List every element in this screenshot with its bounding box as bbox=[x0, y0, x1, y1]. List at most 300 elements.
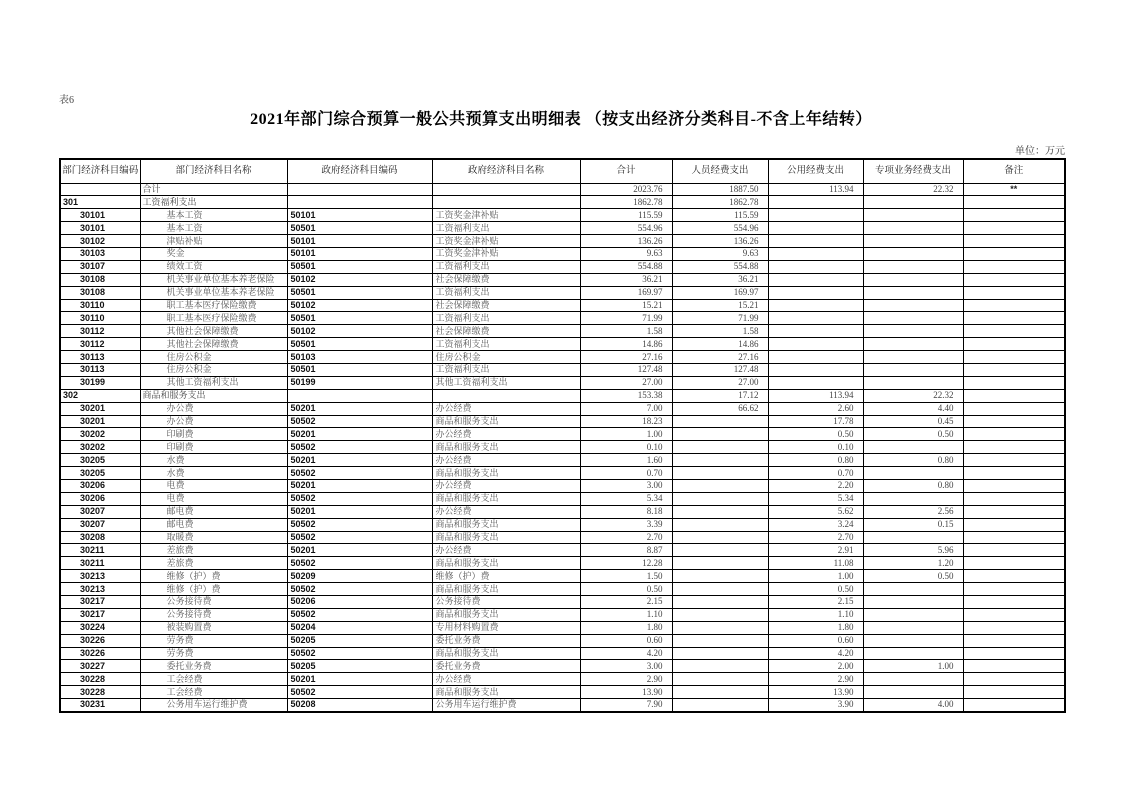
dept-name-cell: 机关事业单位基本养老保险 bbox=[140, 273, 287, 286]
table-row bbox=[60, 389, 1065, 402]
personnel-exp-cell bbox=[672, 686, 768, 699]
public-exp-cell: 2.00 bbox=[768, 660, 863, 673]
total-cell: 18.23 bbox=[580, 415, 672, 428]
special-exp-cell: 1.00 bbox=[863, 660, 963, 673]
table-row bbox=[60, 183, 1065, 196]
public-exp-cell: 2.15 bbox=[768, 596, 863, 609]
public-exp-cell: 113.94 bbox=[768, 183, 863, 196]
remark-cell bbox=[963, 222, 1065, 235]
total-cell: 0.50 bbox=[580, 583, 672, 596]
total-cell: 1.10 bbox=[580, 608, 672, 621]
gov-name-cell: 委托业务费 bbox=[432, 634, 580, 647]
gov-name-cell: 办公经费 bbox=[432, 544, 580, 557]
public-exp-cell: 113.94 bbox=[768, 389, 863, 402]
gov-name-cell: 商品和服务支出 bbox=[432, 518, 580, 531]
special-exp-cell bbox=[863, 325, 963, 338]
public-exp-cell bbox=[768, 222, 863, 235]
dept-code-cell: 30108 bbox=[60, 286, 140, 299]
dept-name-cell: 办公费 bbox=[140, 415, 287, 428]
total-cell: 554.96 bbox=[580, 222, 672, 235]
total-cell: 8.87 bbox=[580, 544, 672, 557]
personnel-exp-cell: 9.63 bbox=[672, 247, 768, 260]
table-row bbox=[60, 492, 1065, 505]
special-exp-cell bbox=[863, 247, 963, 260]
dept-code-cell: 30213 bbox=[60, 583, 140, 596]
personnel-exp-cell: 71.99 bbox=[672, 312, 768, 325]
table-row bbox=[60, 621, 1065, 634]
public-exp-cell: 0.10 bbox=[768, 441, 863, 454]
gov-code-cell: 50502 bbox=[287, 647, 432, 660]
public-exp-cell: 5.34 bbox=[768, 492, 863, 505]
table-row bbox=[60, 467, 1065, 480]
special-exp-cell: 0.80 bbox=[863, 454, 963, 467]
table-row bbox=[60, 505, 1065, 518]
table-row bbox=[60, 544, 1065, 557]
remark-cell: ** bbox=[963, 183, 1065, 196]
total-cell: 3.00 bbox=[580, 479, 672, 492]
gov-name-cell: 商品和服务支出 bbox=[432, 467, 580, 480]
special-exp-cell bbox=[863, 441, 963, 454]
special-exp-cell bbox=[863, 260, 963, 273]
dept-code-cell: 30102 bbox=[60, 235, 140, 248]
total-cell: 0.70 bbox=[580, 467, 672, 480]
gov-code-cell: 50208 bbox=[287, 699, 432, 712]
special-exp-cell: 4.00 bbox=[863, 699, 963, 712]
dept-code-cell: 30226 bbox=[60, 634, 140, 647]
gov-code-cell: 50502 bbox=[287, 467, 432, 480]
remark-cell bbox=[963, 531, 1065, 544]
total-cell: 1.00 bbox=[580, 428, 672, 441]
special-exp-cell bbox=[863, 492, 963, 505]
table-row bbox=[60, 196, 1065, 209]
table-row bbox=[60, 209, 1065, 222]
header-cell-2: 部门经济科目名称 bbox=[140, 159, 287, 183]
public-exp-cell: 2.60 bbox=[768, 402, 863, 415]
remark-cell bbox=[963, 209, 1065, 222]
remark-cell bbox=[963, 235, 1065, 248]
gov-code-cell: 50501 bbox=[287, 338, 432, 351]
gov-name-cell: 工资福利支出 bbox=[432, 222, 580, 235]
header-cell-6: 人员经费支出 bbox=[672, 159, 768, 183]
remark-cell bbox=[963, 467, 1065, 480]
table-row bbox=[60, 325, 1065, 338]
total-cell: 15.21 bbox=[580, 299, 672, 312]
public-exp-cell: 13.90 bbox=[768, 686, 863, 699]
dept-name-cell: 水费 bbox=[140, 467, 287, 480]
personnel-exp-cell: 27.00 bbox=[672, 376, 768, 389]
remark-cell bbox=[963, 260, 1065, 273]
personnel-exp-cell bbox=[672, 570, 768, 583]
gov-name-cell: 工资福利支出 bbox=[432, 286, 580, 299]
special-exp-cell bbox=[863, 363, 963, 376]
gov-name-cell: 办公经费 bbox=[432, 479, 580, 492]
header-cell-9: 备注 bbox=[963, 159, 1065, 183]
gov-name-cell: 工资福利支出 bbox=[432, 338, 580, 351]
dept-code-cell: 30101 bbox=[60, 209, 140, 222]
table-row bbox=[60, 312, 1065, 325]
gov-name-cell bbox=[432, 183, 580, 196]
gov-name-cell: 办公经费 bbox=[432, 673, 580, 686]
personnel-exp-cell bbox=[672, 634, 768, 647]
personnel-exp-cell bbox=[672, 492, 768, 505]
header-cell-3: 政府经济科目编码 bbox=[287, 159, 432, 183]
special-exp-cell bbox=[863, 467, 963, 480]
special-exp-cell: 0.15 bbox=[863, 518, 963, 531]
table-row bbox=[60, 286, 1065, 299]
personnel-exp-cell: 136.26 bbox=[672, 235, 768, 248]
dept-name-cell: 邮电费 bbox=[140, 518, 287, 531]
total-cell: 0.60 bbox=[580, 634, 672, 647]
dept-name-cell: 公务接待费 bbox=[140, 596, 287, 609]
table-row bbox=[60, 247, 1065, 260]
remark-cell bbox=[963, 363, 1065, 376]
remark-cell bbox=[963, 634, 1065, 647]
gov-code-cell: 50102 bbox=[287, 273, 432, 286]
personnel-exp-cell: 554.88 bbox=[672, 260, 768, 273]
public-exp-cell: 2.90 bbox=[768, 673, 863, 686]
dept-name-cell: 机关事业单位基本养老保险 bbox=[140, 286, 287, 299]
total-cell: 27.16 bbox=[580, 351, 672, 364]
special-exp-cell bbox=[863, 312, 963, 325]
gov-name-cell: 社会保障缴费 bbox=[432, 273, 580, 286]
public-exp-cell: 0.70 bbox=[768, 467, 863, 480]
gov-name-cell: 社会保障缴费 bbox=[432, 299, 580, 312]
dept-name-cell: 电费 bbox=[140, 479, 287, 492]
gov-name-cell: 委托业务费 bbox=[432, 660, 580, 673]
dept-code-cell: 30101 bbox=[60, 222, 140, 235]
gov-name-cell: 商品和服务支出 bbox=[432, 441, 580, 454]
public-exp-cell bbox=[768, 299, 863, 312]
gov-name-cell: 办公经费 bbox=[432, 454, 580, 467]
public-exp-cell: 5.62 bbox=[768, 505, 863, 518]
dept-name-cell: 绩效工资 bbox=[140, 260, 287, 273]
personnel-exp-cell bbox=[672, 596, 768, 609]
gov-name-cell: 办公经费 bbox=[432, 428, 580, 441]
special-exp-cell bbox=[863, 338, 963, 351]
special-exp-cell bbox=[863, 673, 963, 686]
remark-cell bbox=[963, 479, 1065, 492]
remark-cell bbox=[963, 518, 1065, 531]
dept-code-cell: 30211 bbox=[60, 544, 140, 557]
public-exp-cell bbox=[768, 312, 863, 325]
gov-name-cell: 办公经费 bbox=[432, 505, 580, 518]
personnel-exp-cell: 1862.78 bbox=[672, 196, 768, 209]
table-row bbox=[60, 583, 1065, 596]
remark-cell bbox=[963, 428, 1065, 441]
remark-cell bbox=[963, 338, 1065, 351]
gov-code-cell: 50502 bbox=[287, 518, 432, 531]
special-exp-cell bbox=[863, 596, 963, 609]
public-exp-cell: 0.60 bbox=[768, 634, 863, 647]
dept-code-cell: 30110 bbox=[60, 299, 140, 312]
remark-cell bbox=[963, 608, 1065, 621]
table-row bbox=[60, 376, 1065, 389]
public-exp-cell bbox=[768, 235, 863, 248]
special-exp-cell: 1.20 bbox=[863, 557, 963, 570]
table-row bbox=[60, 428, 1065, 441]
total-cell: 4.20 bbox=[580, 647, 672, 660]
total-cell: 14.86 bbox=[580, 338, 672, 351]
personnel-exp-cell: 36.21 bbox=[672, 273, 768, 286]
dept-code-cell bbox=[60, 183, 140, 196]
gov-code-cell: 50206 bbox=[287, 596, 432, 609]
public-exp-cell: 2.70 bbox=[768, 531, 863, 544]
total-cell: 3.00 bbox=[580, 660, 672, 673]
personnel-exp-cell bbox=[672, 518, 768, 531]
dept-name-cell: 工资福利支出 bbox=[140, 196, 287, 209]
dept-code-cell: 30108 bbox=[60, 273, 140, 286]
gov-name-cell: 商品和服务支出 bbox=[432, 415, 580, 428]
remark-cell bbox=[963, 286, 1065, 299]
dept-code-cell: 30228 bbox=[60, 673, 140, 686]
gov-code-cell: 50205 bbox=[287, 660, 432, 673]
budget-detail-table bbox=[59, 158, 1066, 713]
gov-code-cell: 50201 bbox=[287, 454, 432, 467]
public-exp-cell bbox=[768, 338, 863, 351]
dept-name-cell: 职工基本医疗保险缴费 bbox=[140, 312, 287, 325]
public-exp-cell: 0.80 bbox=[768, 454, 863, 467]
total-cell: 1.58 bbox=[580, 325, 672, 338]
remark-cell bbox=[963, 570, 1065, 583]
special-exp-cell bbox=[863, 634, 963, 647]
dept-name-cell: 奖金 bbox=[140, 247, 287, 260]
table-row bbox=[60, 557, 1065, 570]
personnel-exp-cell: 14.86 bbox=[672, 338, 768, 351]
gov-name-cell: 商品和服务支出 bbox=[432, 492, 580, 505]
total-cell: 2.15 bbox=[580, 596, 672, 609]
public-exp-cell bbox=[768, 286, 863, 299]
gov-code-cell: 50101 bbox=[287, 247, 432, 260]
remark-cell bbox=[963, 196, 1065, 209]
gov-code-cell: 50204 bbox=[287, 621, 432, 634]
personnel-exp-cell: 27.16 bbox=[672, 351, 768, 364]
dept-code-cell: 30113 bbox=[60, 363, 140, 376]
dept-name-cell: 被装购置费 bbox=[140, 621, 287, 634]
personnel-exp-cell: 66.62 bbox=[672, 402, 768, 415]
dept-code-cell: 30199 bbox=[60, 376, 140, 389]
total-cell: 9.63 bbox=[580, 247, 672, 260]
gov-name-cell: 公务接待费 bbox=[432, 596, 580, 609]
personnel-exp-cell bbox=[672, 441, 768, 454]
gov-name-cell: 专用材料购置费 bbox=[432, 621, 580, 634]
remark-cell bbox=[963, 544, 1065, 557]
public-exp-cell bbox=[768, 376, 863, 389]
gov-name-cell: 商品和服务支出 bbox=[432, 557, 580, 570]
personnel-exp-cell bbox=[672, 467, 768, 480]
total-cell: 2023.76 bbox=[580, 183, 672, 196]
dept-name-cell: 职工基本医疗保险缴费 bbox=[140, 299, 287, 312]
remark-cell bbox=[963, 673, 1065, 686]
total-cell: 8.18 bbox=[580, 505, 672, 518]
personnel-exp-cell bbox=[672, 479, 768, 492]
dept-name-cell: 劳务费 bbox=[140, 634, 287, 647]
gov-name-cell: 工资福利支出 bbox=[432, 312, 580, 325]
public-exp-cell: 1.00 bbox=[768, 570, 863, 583]
public-exp-cell bbox=[768, 196, 863, 209]
gov-code-cell: 50199 bbox=[287, 376, 432, 389]
table-row bbox=[60, 518, 1065, 531]
remark-cell bbox=[963, 660, 1065, 673]
dept-code-cell: 30211 bbox=[60, 557, 140, 570]
public-exp-cell: 0.50 bbox=[768, 583, 863, 596]
personnel-exp-cell bbox=[672, 647, 768, 660]
table-row bbox=[60, 363, 1065, 376]
personnel-exp-cell bbox=[672, 660, 768, 673]
dept-name-cell: 住房公积金 bbox=[140, 363, 287, 376]
table-row bbox=[60, 699, 1065, 712]
total-cell: 7.90 bbox=[580, 699, 672, 712]
dept-name-cell: 维修（护）费 bbox=[140, 570, 287, 583]
gov-code-cell: 50201 bbox=[287, 402, 432, 415]
table-row bbox=[60, 235, 1065, 248]
public-exp-cell: 17.78 bbox=[768, 415, 863, 428]
header-cell-8: 专项业务经费支出 bbox=[863, 159, 963, 183]
dept-code-cell: 30228 bbox=[60, 686, 140, 699]
remark-cell bbox=[963, 686, 1065, 699]
unit-label: 单位：万元 bbox=[1015, 146, 1065, 157]
personnel-exp-cell: 169.97 bbox=[672, 286, 768, 299]
gov-name-cell: 工资奖金津补贴 bbox=[432, 247, 580, 260]
total-cell: 1.50 bbox=[580, 570, 672, 583]
special-exp-cell: 22.32 bbox=[863, 389, 963, 402]
dept-code-cell: 30213 bbox=[60, 570, 140, 583]
dept-name-cell: 公务接待费 bbox=[140, 608, 287, 621]
header-cell-7: 公用经费支出 bbox=[768, 159, 863, 183]
dept-name-cell: 商品和服务支出 bbox=[140, 389, 287, 402]
gov-code-cell: 50502 bbox=[287, 441, 432, 454]
total-cell: 12.28 bbox=[580, 557, 672, 570]
personnel-exp-cell bbox=[672, 699, 768, 712]
public-exp-cell bbox=[768, 351, 863, 364]
gov-name-cell: 工资福利支出 bbox=[432, 260, 580, 273]
table-row bbox=[60, 660, 1065, 673]
table-row bbox=[60, 402, 1065, 415]
remark-cell bbox=[963, 583, 1065, 596]
table-row bbox=[60, 299, 1065, 312]
gov-code-cell: 50101 bbox=[287, 235, 432, 248]
dept-name-cell: 差旅费 bbox=[140, 544, 287, 557]
gov-name-cell: 商品和服务支出 bbox=[432, 647, 580, 660]
table-row bbox=[60, 260, 1065, 273]
total-cell: 71.99 bbox=[580, 312, 672, 325]
personnel-exp-cell: 554.96 bbox=[672, 222, 768, 235]
table-row bbox=[60, 479, 1065, 492]
table-row bbox=[60, 608, 1065, 621]
dept-code-cell: 30224 bbox=[60, 621, 140, 634]
total-cell: 1.80 bbox=[580, 621, 672, 634]
public-exp-cell bbox=[768, 363, 863, 376]
header-cell-1: 部门经济科目编码 bbox=[60, 159, 140, 183]
total-cell: 169.97 bbox=[580, 286, 672, 299]
gov-code-cell: 50502 bbox=[287, 531, 432, 544]
dept-code-cell: 30112 bbox=[60, 325, 140, 338]
gov-name-cell: 商品和服务支出 bbox=[432, 608, 580, 621]
total-cell: 0.10 bbox=[580, 441, 672, 454]
personnel-exp-cell bbox=[672, 621, 768, 634]
table-row bbox=[60, 647, 1065, 660]
table-row bbox=[60, 441, 1065, 454]
personnel-exp-cell bbox=[672, 544, 768, 557]
special-exp-cell bbox=[863, 531, 963, 544]
gov-code-cell bbox=[287, 196, 432, 209]
remark-cell bbox=[963, 402, 1065, 415]
dept-name-cell: 津贴补贴 bbox=[140, 235, 287, 248]
header-row bbox=[60, 159, 1065, 183]
remark-cell bbox=[963, 492, 1065, 505]
remark-cell bbox=[963, 647, 1065, 660]
personnel-exp-cell: 17.12 bbox=[672, 389, 768, 402]
gov-name-cell: 维修（护）费 bbox=[432, 570, 580, 583]
special-exp-cell: 0.80 bbox=[863, 479, 963, 492]
special-exp-cell: 5.96 bbox=[863, 544, 963, 557]
public-exp-cell bbox=[768, 260, 863, 273]
gov-code-cell: 50102 bbox=[287, 299, 432, 312]
personnel-exp-cell bbox=[672, 454, 768, 467]
total-cell: 115.59 bbox=[580, 209, 672, 222]
dept-name-cell: 电费 bbox=[140, 492, 287, 505]
personnel-exp-cell bbox=[672, 673, 768, 686]
header-cell-4: 政府经济科目名称 bbox=[432, 159, 580, 183]
gov-code-cell: 50102 bbox=[287, 325, 432, 338]
remark-cell bbox=[963, 454, 1065, 467]
dept-code-cell: 30227 bbox=[60, 660, 140, 673]
dept-code-cell: 30112 bbox=[60, 338, 140, 351]
dept-name-cell: 基本工资 bbox=[140, 222, 287, 235]
remark-cell bbox=[963, 273, 1065, 286]
gov-code-cell: 50201 bbox=[287, 479, 432, 492]
dept-name-cell: 其他社会保障缴费 bbox=[140, 338, 287, 351]
dept-name-cell: 印刷费 bbox=[140, 441, 287, 454]
remark-cell bbox=[963, 415, 1065, 428]
gov-code-cell: 50501 bbox=[287, 363, 432, 376]
total-cell: 2.70 bbox=[580, 531, 672, 544]
special-exp-cell: 0.45 bbox=[863, 415, 963, 428]
gov-name-cell: 工资奖金津补贴 bbox=[432, 209, 580, 222]
public-exp-cell: 1.10 bbox=[768, 608, 863, 621]
total-cell: 1862.78 bbox=[580, 196, 672, 209]
total-cell: 554.88 bbox=[580, 260, 672, 273]
special-exp-cell: 0.50 bbox=[863, 428, 963, 441]
dept-code-cell: 30205 bbox=[60, 454, 140, 467]
dept-name-cell: 邮电费 bbox=[140, 505, 287, 518]
personnel-exp-cell: 115.59 bbox=[672, 209, 768, 222]
page-title: 2021年部门综合预算一般公共预算支出明细表 （按支出经济分类科目-不含上年结转） bbox=[250, 111, 872, 128]
remark-cell bbox=[963, 557, 1065, 570]
table-row bbox=[60, 415, 1065, 428]
dept-code-cell: 30206 bbox=[60, 479, 140, 492]
special-exp-cell: 22.32 bbox=[863, 183, 963, 196]
total-cell: 5.34 bbox=[580, 492, 672, 505]
gov-code-cell: 50101 bbox=[287, 209, 432, 222]
special-exp-cell bbox=[863, 608, 963, 621]
gov-name-cell bbox=[432, 196, 580, 209]
gov-name-cell: 住房公积金 bbox=[432, 351, 580, 364]
dept-code-cell: 30226 bbox=[60, 647, 140, 660]
special-exp-cell: 0.50 bbox=[863, 570, 963, 583]
dept-code-cell: 30206 bbox=[60, 492, 140, 505]
remark-cell bbox=[963, 351, 1065, 364]
remark-cell bbox=[963, 505, 1065, 518]
gov-name-cell: 工资奖金津补贴 bbox=[432, 235, 580, 248]
dept-code-cell: 30231 bbox=[60, 699, 140, 712]
gov-code-cell: 50201 bbox=[287, 505, 432, 518]
personnel-exp-cell bbox=[672, 428, 768, 441]
gov-code-cell bbox=[287, 183, 432, 196]
remark-cell bbox=[963, 312, 1065, 325]
gov-name-cell: 商品和服务支出 bbox=[432, 583, 580, 596]
dept-name-cell: 水费 bbox=[140, 454, 287, 467]
total-cell: 7.00 bbox=[580, 402, 672, 415]
